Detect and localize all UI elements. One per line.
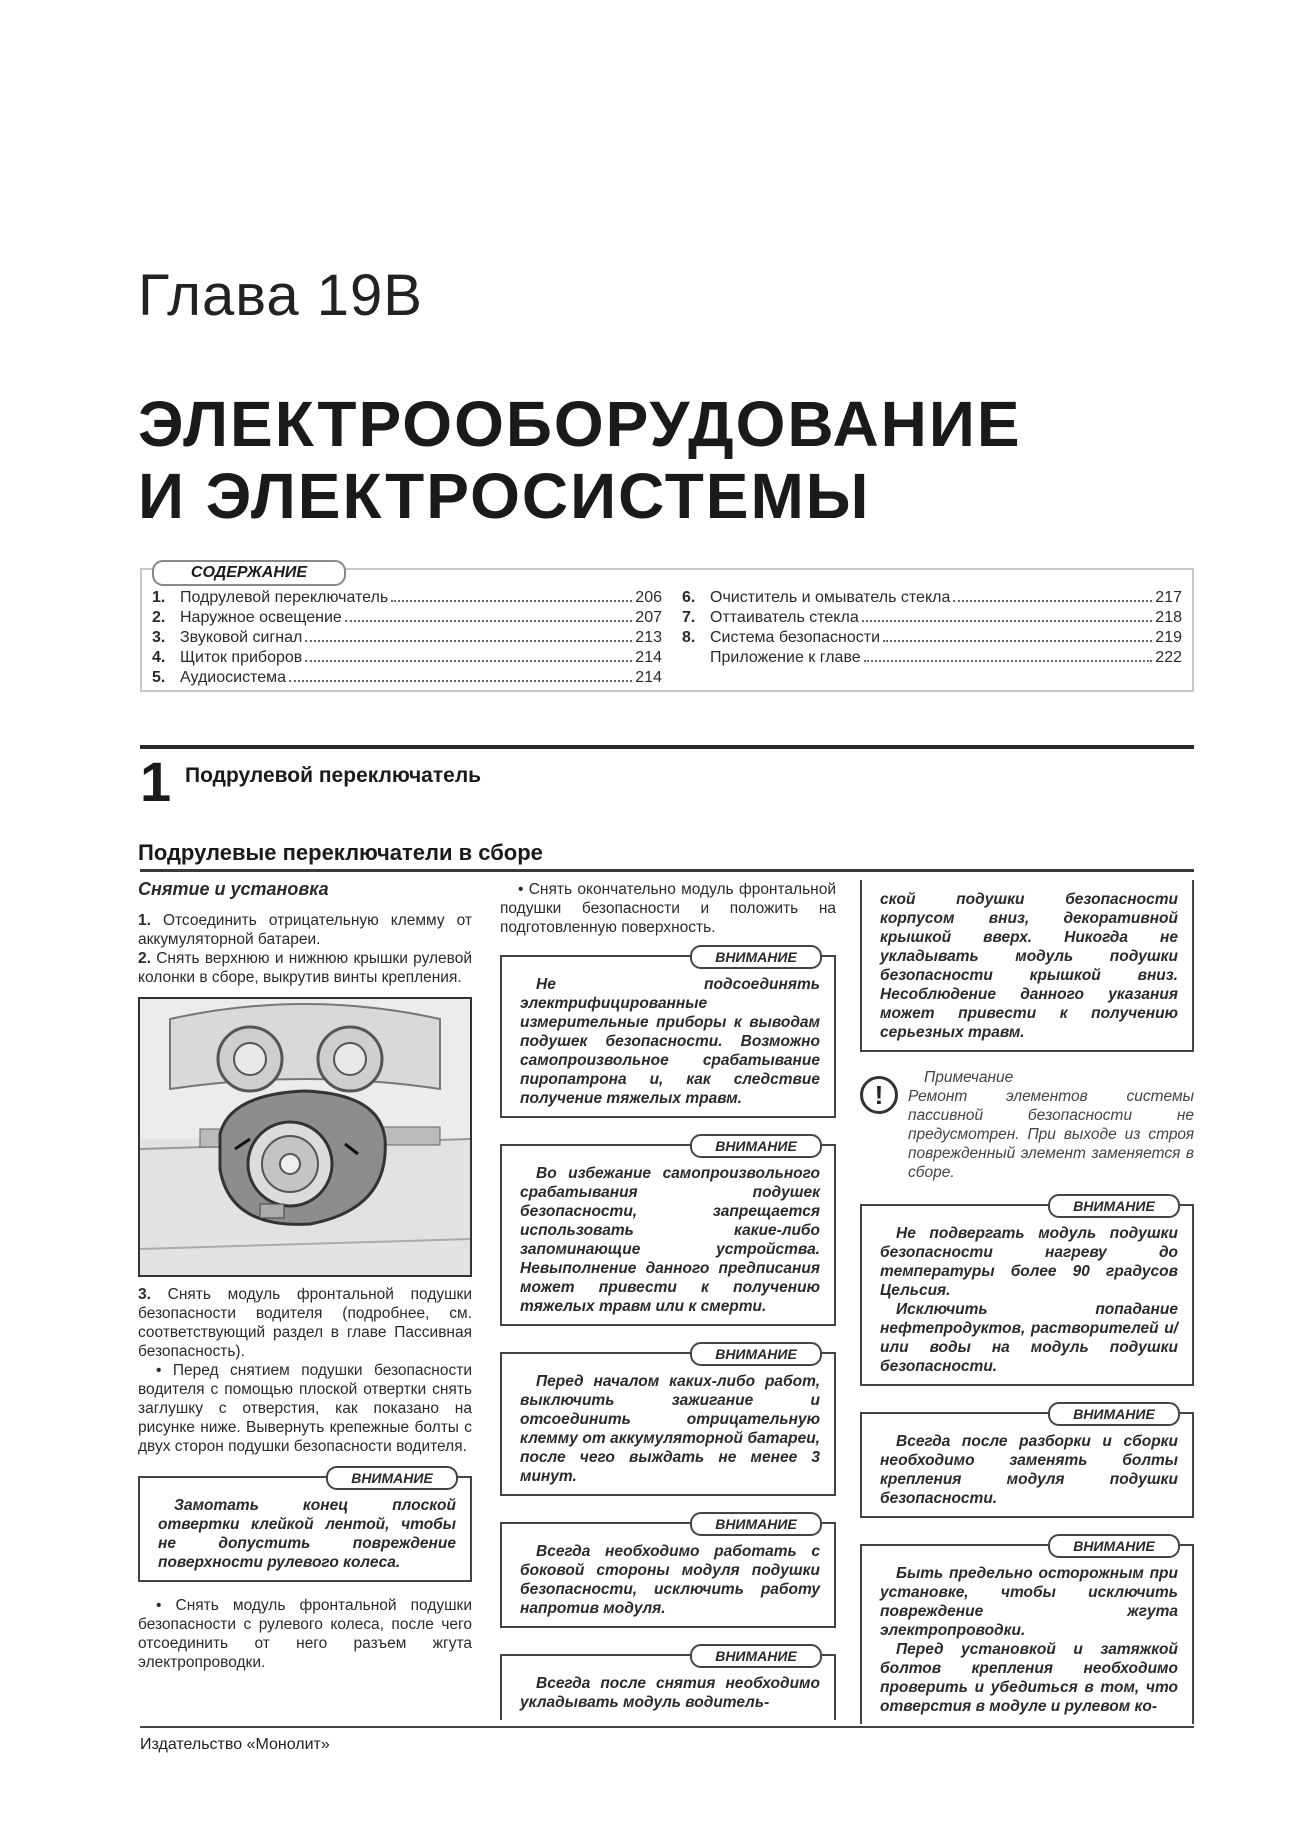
table-of-contents: [140, 564, 1194, 692]
warning-text: Всегда после разборки и сборки необходимо заменять болты крепления модуля подушки безопасности.: [880, 1433, 1178, 1507]
footer-divider: [140, 1726, 1194, 1728]
warning-label: ВНИМАНИЕ: [690, 1134, 822, 1158]
warning-text: Быть предельно осторожным при установке, чтобы исключить повреждение жгута электропроводки.: [880, 1565, 1178, 1639]
title-line-1: ЭЛЕКТРООБОРУДОВАНИЕ: [138, 388, 1022, 460]
toc-left-column: [152, 588, 662, 688]
procedure-heading: Снятие и установка: [138, 879, 329, 899]
warning-text: ской подушки безопасности корпусом вниз, декоративной крышкой вверх. Никогда не укладывать модуль подушки безопасности крышкой вниз. Несоблюдение данного указания может привести к получению серьезных травм.: [880, 891, 1178, 1041]
warning-label: ВНИМАНИЕ: [690, 945, 822, 969]
warning-label: ВНИМАНИЕ: [690, 1342, 822, 1366]
column-3: [860, 880, 1194, 1724]
warning-text: Всегда необходимо работать с боковой стороны модуля подушки безопасности, исключить работу напротив модуля.: [520, 1543, 820, 1617]
step-2: 2. Снять верхнюю и нижнюю крышки рулевой колонки в сборе, выкрутив винты крепления.: [138, 950, 473, 986]
warning-label: ВНИМАНИЕ: [690, 1512, 822, 1536]
toc-entry[interactable]: 8. Система безопасности 219: [682, 629, 1182, 646]
toc-entry[interactable]: 5. Аудиосистема 214: [152, 669, 662, 686]
toc-entry[interactable]: 6. Очиститель и омыватель стекла 217: [682, 589, 1182, 606]
warning-text: Не подсоединять электрифицированные измерительные приборы к выводам подушек безопасности. Возможно самопроизвольное срабатывание пиропатрона и, как следствие получение тяжелых травм.: [520, 976, 820, 1107]
warning-text: Исключить попадание нефтепродуктов, растворителей и/или воды на модуль подушки безопасности.: [880, 1301, 1178, 1375]
column-2: [500, 880, 836, 1720]
steering-wheel-figure: [138, 997, 472, 1277]
warning-label: ВНИМАНИЕ: [1048, 1194, 1180, 1218]
toc-entry[interactable]: 4. Щиток приборов 214: [152, 649, 662, 666]
warning-box: [860, 1538, 1194, 1724]
warning-text: Во избежание самопроизвольного срабатывания подушек безопасности, запрещается использовать какие-либо запоминающие устройства. Невыполнение данного предписания может привести к получению тяжелых травм или к смерти.: [520, 1165, 820, 1315]
publisher-footer: Издательство «Монолит»: [140, 1736, 330, 1753]
toc-entry[interactable]: Приложение к главе 222: [710, 649, 1182, 666]
toc-entry[interactable]: 2. Наружное освещение 207: [152, 609, 662, 626]
warning-box: [500, 1346, 836, 1496]
step-bullet: • Снять окончательно модуль фронтальной подушки безопасности и положить на подготовленную поверхность.: [500, 881, 836, 936]
toc-label: СОДЕРЖАНИЕ: [152, 560, 346, 586]
step-3-bullet-2: • Снять модуль фронтальной подушки безопасности с рулевого колеса, после чего отсоединить от него разъем жгута электропроводки.: [138, 1597, 472, 1671]
warning-text: Перед началом каких-либо работ, выключить зажигание и отсоединить отрицательную клемму от аккумуляторной батареи, после чего выждать не менее 3 минут.: [520, 1373, 820, 1485]
warning-box: [500, 1516, 836, 1628]
toc-entry[interactable]: 3. Звуковой сигнал 213: [152, 629, 662, 646]
warning-label: ВНИМАНИЕ: [326, 1466, 458, 1490]
exclamation-icon: !: [860, 1076, 898, 1114]
subsection-title: Подрулевые переключатели в сборе: [138, 840, 543, 865]
section-number: 1: [140, 750, 172, 813]
section-title: Подрулевой переключатель: [185, 764, 482, 787]
warning-label: ВНИМАНИЕ: [690, 1644, 822, 1668]
subsection-divider: [140, 869, 1194, 872]
column-1: [138, 880, 472, 1672]
toc-right-column: [682, 588, 1182, 668]
warning-box: [500, 1138, 836, 1326]
warning-box: [860, 1198, 1194, 1386]
warning-box-continued: [860, 880, 1194, 1052]
warning-box: [500, 1648, 836, 1720]
warning-box: [138, 1470, 472, 1582]
section-divider: [140, 745, 1194, 749]
step-3-bullet: • Перед снятием подушки безопасности водителя с помощью плоской отвертки снять заглушку с отверстия, как показано на рисунке ниже. Вывернуть крепежные болты с двух сторон подушки безопасности водителя.: [138, 1362, 472, 1455]
note-text: Ремонт элементов системы пассивной безопасности не предусмотрен. При выходе из строя поврежденный элемент заменяется в сборе.: [908, 1088, 1194, 1181]
warning-text: Перед установкой и затяжкой болтов крепления необходимо проверить и убедиться в том, что отверстия в модуле и рулевом ко-: [880, 1641, 1178, 1715]
warning-box: [500, 949, 836, 1118]
page-title: [138, 388, 1138, 532]
toc-entry[interactable]: 7. Оттаиватель стекла 218: [682, 609, 1182, 626]
step-3: 3. Снять модуль фронтальной подушки безопасности водителя (подробнее, см. соответствующий раздел в главе Пассивная безопасность).: [138, 1286, 472, 1360]
warning-label: ВНИМАНИЕ: [1048, 1402, 1180, 1426]
warning-text: Замотать конец плоской отвертки клейкой лентой, чтобы не допустить повреждение поверхности рулевого колеса.: [158, 1497, 456, 1571]
warning-box: [860, 1406, 1194, 1518]
step-1: 1. Отсоединить отрицательную клемму от аккумуляторной батареи.: [138, 912, 472, 948]
chapter-label: Глава 19В: [138, 263, 423, 328]
title-line-2: И ЭЛЕКТРОСИСТЕМЫ: [138, 460, 871, 532]
airbag-removal-illustration: [140, 999, 470, 1275]
warning-label: ВНИМАНИЕ: [1048, 1534, 1180, 1558]
note-block: [860, 1068, 1194, 1182]
warning-text: Всегда после снятия необходимо укладывать модуль водитель-: [520, 1675, 820, 1711]
toc-entry[interactable]: 1. Подрулевой переключатель 206: [152, 589, 662, 606]
warning-text: Не подвергать модуль подушки безопасности нагреву до температуры более 90 градусов Цельсия.: [880, 1225, 1178, 1299]
note-label: Примечание: [924, 1069, 1014, 1086]
